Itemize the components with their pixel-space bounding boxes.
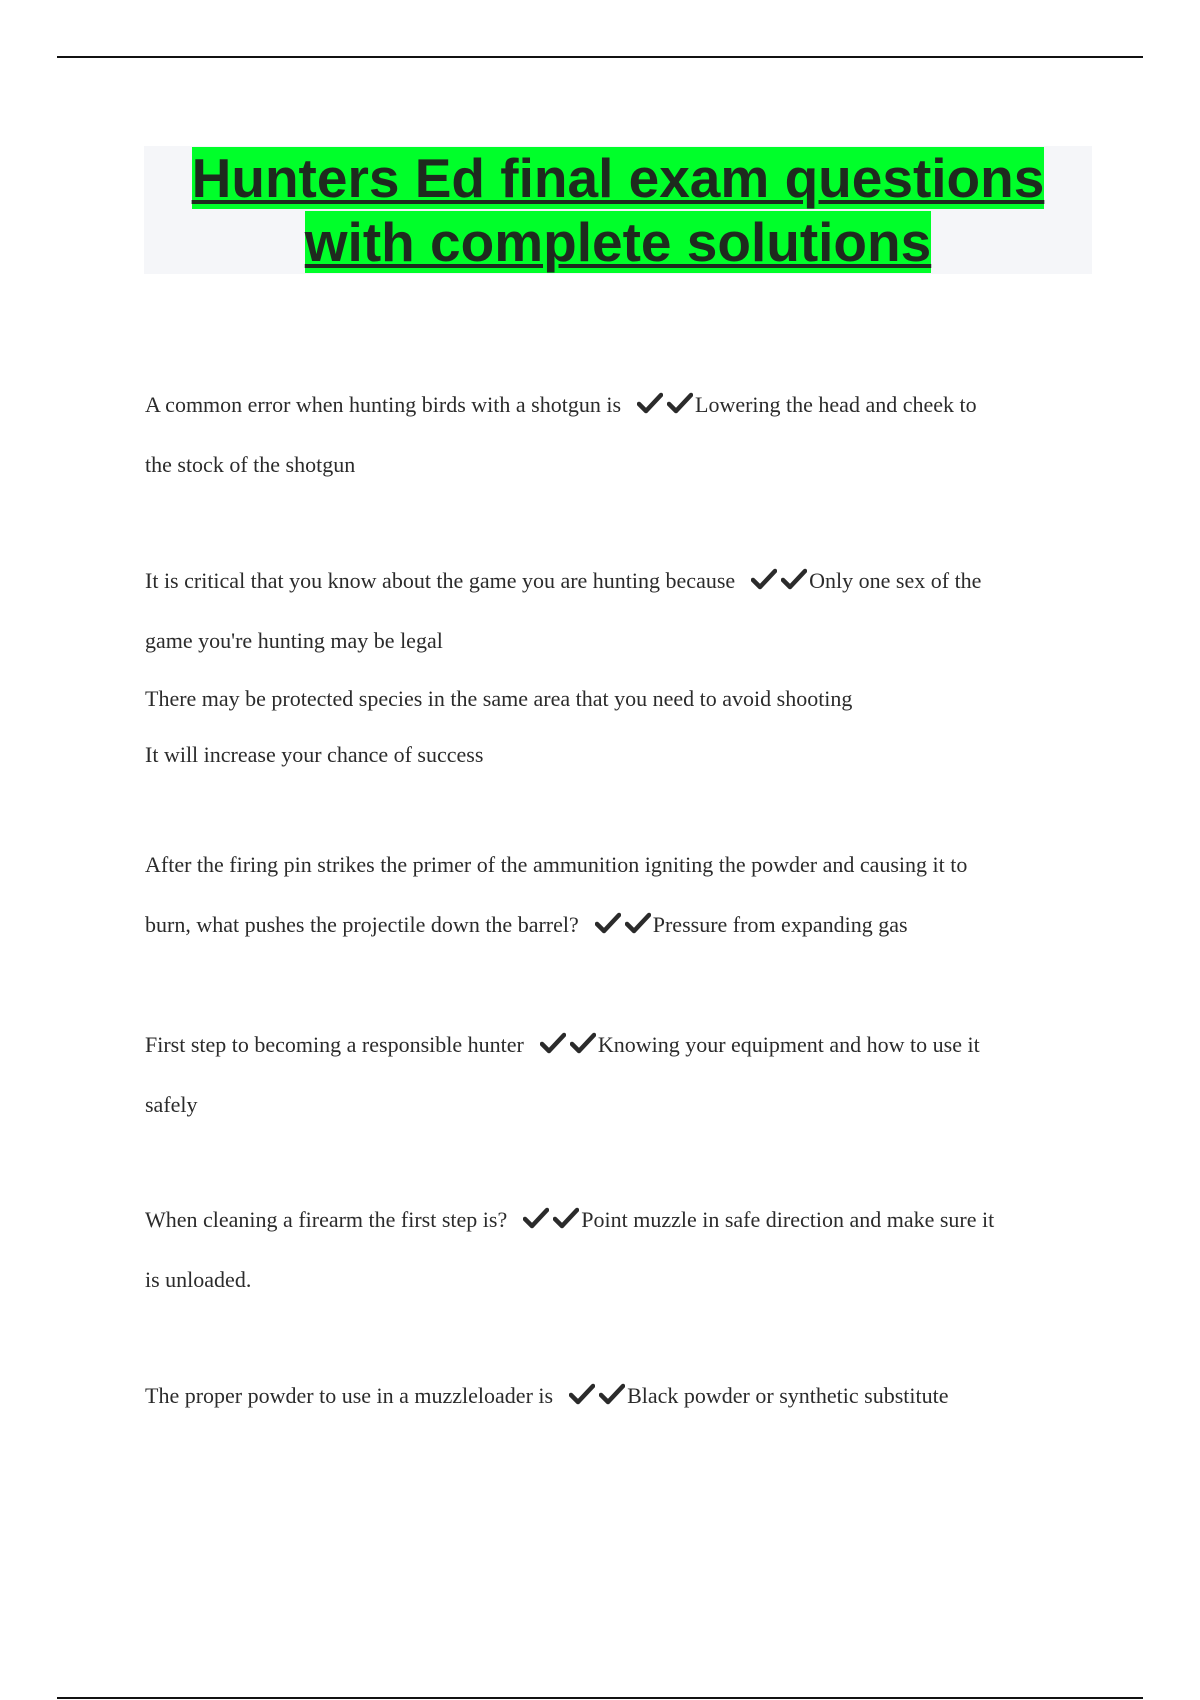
answer-text: Point muzzle in safe direction and make sure it: [581, 1207, 995, 1232]
double-checkmark-icon: [751, 551, 807, 611]
footer-rule: [57, 1697, 1143, 1699]
title-line-2: with complete solutions: [304, 211, 932, 273]
answer-text-continued: the stock of the shotgun: [145, 452, 356, 477]
question-text-continued: burn, what pushes the projectile down the barrel?: [145, 912, 579, 937]
answer-text: Lowering the head and cheek to: [695, 392, 977, 417]
answer-text-continued: is unloaded.: [145, 1267, 252, 1292]
double-checkmark-icon: [540, 1015, 596, 1075]
document-title: [144, 146, 1092, 274]
qa-item-3: [145, 835, 1085, 955]
qa-item-2: [145, 551, 1085, 783]
qa-item-6: [145, 1366, 1085, 1426]
answer-text: Pressure from expanding gas: [652, 912, 908, 937]
answer-text-line-4: It will increase your chance of success: [145, 742, 484, 767]
qa-item-1: [145, 375, 1085, 495]
answer-text-continued: game you're hunting may be legal: [145, 628, 443, 653]
title-line-1: Hunters Ed final exam questions: [191, 147, 1045, 209]
question-text: It is critical that you know about the game you are hunting because: [145, 568, 736, 593]
double-checkmark-icon: [569, 1366, 625, 1426]
double-checkmark-icon: [637, 375, 693, 435]
header-rule: [57, 56, 1143, 58]
qa-item-4: [145, 1015, 1085, 1135]
answer-text: Black powder or synthetic substitute: [627, 1383, 949, 1408]
question-text: A common error when hunting birds with a shotgun is: [145, 392, 622, 417]
answer-text: Only one sex of the: [809, 568, 982, 593]
answer-text: Knowing your equipment and how to use it: [597, 1032, 980, 1057]
answer-text-continued: safely: [145, 1092, 198, 1117]
question-text: First step to becoming a responsible hunter: [145, 1032, 524, 1057]
double-checkmark-icon: [595, 895, 651, 955]
question-text: After the firing pin strikes the primer of the ammunition igniting the powder and causing it to: [145, 852, 968, 877]
question-text: The proper powder to use in a muzzleloader is: [145, 1383, 554, 1408]
double-checkmark-icon: [523, 1190, 579, 1250]
answer-text-line-3: There may be protected species in the same area that you need to avoid shooting: [145, 686, 853, 711]
question-text: When cleaning a firearm the first step is?: [145, 1207, 508, 1232]
qa-item-5: [145, 1190, 1085, 1310]
